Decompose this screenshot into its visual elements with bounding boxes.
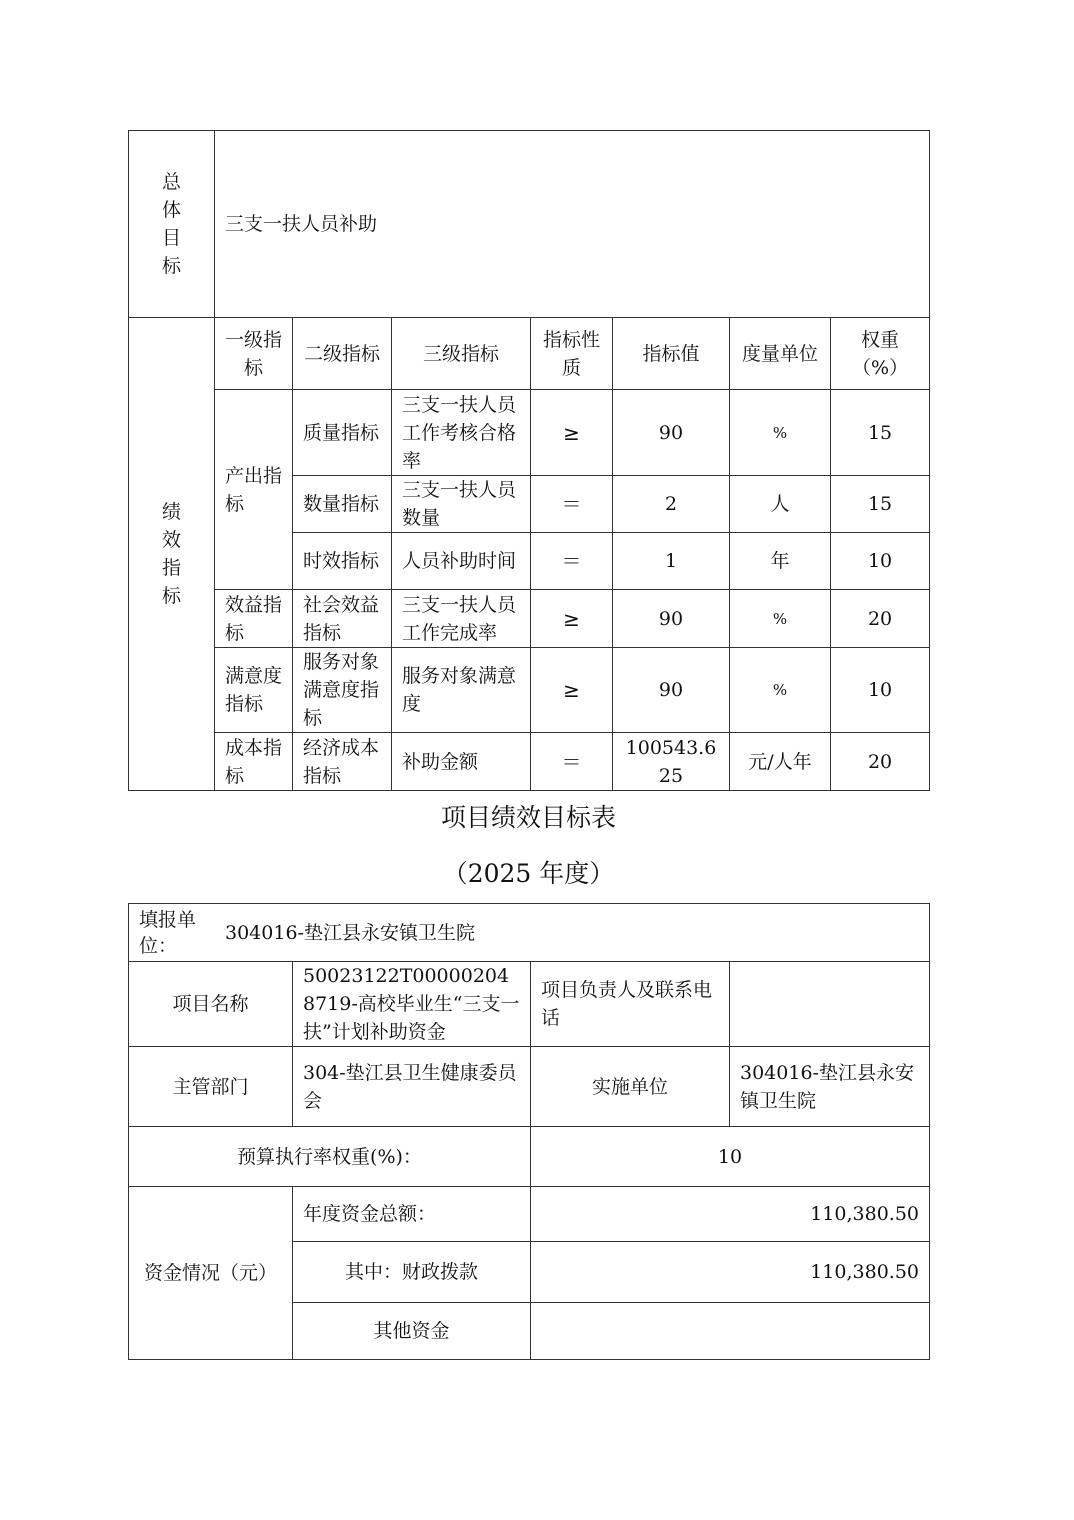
header-level2: 二级指标 xyxy=(293,318,392,390)
header-nature: 指标性质 xyxy=(531,318,613,390)
weight-cell: 15 xyxy=(831,476,930,533)
nature-cell: ≥ xyxy=(531,590,613,648)
nature-cell: ＝ xyxy=(531,476,613,533)
budget-weight-label: 预算执行率权重(%)： xyxy=(129,1127,531,1187)
reporting-unit-label: 填报单位： xyxy=(139,908,197,957)
value-cell: 90 xyxy=(613,590,730,648)
dept-label: 主管部门 xyxy=(129,1047,293,1127)
other-funds-value xyxy=(531,1303,930,1360)
nature-cell: ≥ xyxy=(531,648,613,733)
level2-cell: 经济成本指标 xyxy=(293,733,392,791)
value-cell: 1 xyxy=(613,533,730,590)
overall-goal-label: 总 体 目 标 xyxy=(129,131,215,318)
level2-cell: 服务对象满意度指标 xyxy=(293,648,392,733)
unit-cell: 年 xyxy=(730,533,831,590)
value-cell: 2 xyxy=(613,476,730,533)
level2-cell: 时效指标 xyxy=(293,533,392,590)
reporting-unit-row xyxy=(129,904,930,962)
weight-cell: 20 xyxy=(831,590,930,648)
table-row xyxy=(129,390,930,476)
weight-cell: 10 xyxy=(831,648,930,733)
weight-cell: 20 xyxy=(831,733,930,791)
table-row xyxy=(129,733,930,791)
contact-label: 项目负责人及联系电话 xyxy=(531,962,730,1047)
annual-total-value: 110,380.50 xyxy=(531,1187,930,1242)
performance-goal-table xyxy=(128,130,930,791)
group-output: 产出指标 xyxy=(215,390,293,590)
header-level1: 一级指标 xyxy=(215,318,293,390)
impl-label: 实施单位 xyxy=(531,1047,730,1127)
unit-cell: % xyxy=(730,648,831,733)
value-cell: 90 xyxy=(613,390,730,476)
budget-weight-value: 10 xyxy=(531,1127,930,1187)
header-value: 指标值 xyxy=(613,318,730,390)
fiscal-value: 110,380.50 xyxy=(531,1242,930,1303)
group-benefit: 效益指标 xyxy=(215,590,293,648)
weight-cell: 10 xyxy=(831,533,930,590)
group-cost: 成本指标 xyxy=(215,733,293,791)
unit-cell: % xyxy=(730,590,831,648)
level3-cell: 服务对象满意度 xyxy=(392,648,531,733)
project-name-value: 50023122T000002048719-高校毕业生“三支一扶”计划补助资金 xyxy=(293,962,531,1047)
unit-cell: 人 xyxy=(730,476,831,533)
weight-cell: 15 xyxy=(831,390,930,476)
table-row xyxy=(129,590,930,648)
level3-cell: 人员补助时间 xyxy=(392,533,531,590)
level3-cell: 补助金额 xyxy=(392,733,531,791)
header-weight: 权重（%） xyxy=(831,318,930,390)
level3-cell: 三支一扶人员数量 xyxy=(392,476,531,533)
level2-cell: 数量指标 xyxy=(293,476,392,533)
other-funds-label: 其他资金 xyxy=(293,1303,531,1360)
contact-value xyxy=(730,962,930,1047)
fiscal-label: 其中：财政拨款 xyxy=(293,1242,531,1303)
level2-cell: 质量指标 xyxy=(293,390,392,476)
unit-cell: % xyxy=(730,390,831,476)
header-level3: 三级指标 xyxy=(392,318,531,390)
dept-value: 304-垫江县卫生健康委员会 xyxy=(293,1047,531,1127)
page-subtitle-year: （2025 年度） xyxy=(442,859,615,888)
level3-cell: 三支一扶人员工作完成率 xyxy=(392,590,531,648)
table-row xyxy=(129,648,930,733)
level3-cell: 三支一扶人员工作考核合格率 xyxy=(392,390,531,476)
level2-cell: 社会效益指标 xyxy=(293,590,392,648)
unit-cell: 元/人年 xyxy=(730,733,831,791)
value-cell: 90 xyxy=(613,648,730,733)
reporting-unit-value: 304016-垫江县永安镇卫生院 xyxy=(225,921,475,944)
annual-total-label: 年度资金总额： xyxy=(293,1187,531,1242)
nature-cell: ≥ xyxy=(531,390,613,476)
group-satisfaction: 满意度指标 xyxy=(215,648,293,733)
project-name-label: 项目名称 xyxy=(129,962,293,1047)
value-cell: 100543.625 xyxy=(613,733,730,791)
impl-value: 304016-垫江县永安镇卫生院 xyxy=(730,1047,930,1127)
nature-cell: ＝ xyxy=(531,533,613,590)
project-info-table xyxy=(128,903,930,1360)
header-unit: 度量单位 xyxy=(730,318,831,390)
overall-goal-text: 三支一扶人员补助 xyxy=(215,131,930,318)
funds-label: 资金情况（元） xyxy=(129,1187,293,1360)
nature-cell: ＝ xyxy=(531,733,613,791)
performance-indicator-label: 绩 效 指 标 xyxy=(129,318,215,791)
page-title: 项目绩效目标表 xyxy=(440,803,616,832)
